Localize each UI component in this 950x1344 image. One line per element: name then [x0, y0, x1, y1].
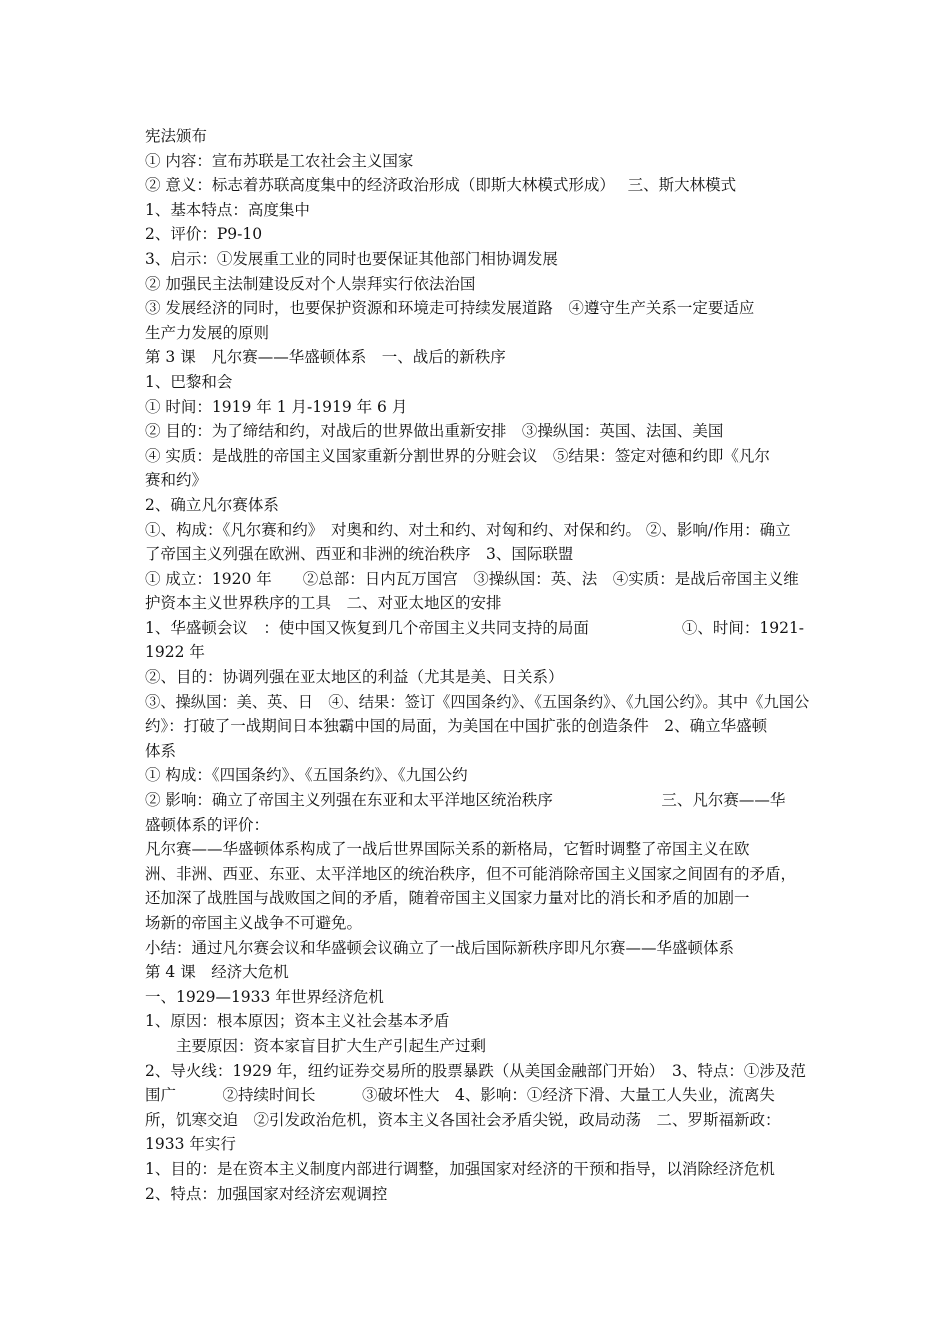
text-line: 1933 年实行: [145, 1135, 236, 1154]
text-line: 主要原因：资本家盲目扩大生产引起生产过剩: [145, 1036, 487, 1055]
text-line: 围广 ②持续时间长 ③破坏性大 4、影响：①经济下滑、大量工人失业，流离失: [145, 1086, 775, 1105]
text-line: 了帝国主义列强在欧洲、西亚和非洲的统治秩序 3、国际联盟: [145, 545, 574, 564]
text-line: ② 意义：标志着苏联高度集中的经济政治形成（即斯大林模式形成） 三、斯大林模式: [145, 176, 737, 195]
text-line: ④ 实质：是战胜的帝国主义国家重新分割世界的分赃会议 ⑤结果：签定对德和约即《凡尔: [145, 446, 770, 465]
text-line: 3、启示：①发展重工业的同时也要保证其他部门相协调发展: [145, 249, 558, 268]
text-line: 护资本主义世界秩序的工具 二、对亚太地区的安排: [145, 594, 502, 613]
text-line: 凡尔赛——华盛顿体系构成了一战后世界国际关系的新格局，它暂时调整了帝国主义在欧: [145, 840, 750, 859]
text-line: 1、巴黎和会: [145, 372, 233, 391]
text-line: 宪法颁布: [145, 127, 208, 145]
text-line: ① 构成：《四国条约》、《五国条约》、《九国公约: [145, 766, 468, 785]
text-line: ① 时间：1919 年 1 月-1919 年 6 月: [145, 397, 408, 416]
text-line: 第 4 课 经济大危机: [145, 963, 289, 982]
text-line: ② 目的：为了缔结和约，对战后的世界做出重新安排 ③操纵国：英国、法国、美国: [145, 422, 724, 441]
text-line: ③、操纵国：美、英、日 ④、结果：签订《四国条约》、《五国条约》、《九国公约》。其中《九国公: [145, 692, 810, 711]
text-line: 所，饥寒交迫 ②引发政治危机，资本主义各国社会矛盾尖锐，政局动荡 二、罗斯福新政：: [145, 1110, 781, 1129]
text-line: 约》：打破了一战期间日本独霸中国的局面，为美国在中国扩张的创造条件 2、确立华盛顿: [145, 717, 768, 736]
text-line: 盛顿体系的评价：: [145, 815, 270, 834]
text-line: 赛和约》: [145, 471, 208, 490]
text-line: 1、华盛顿会议 ：使中国又恢复到几个帝国主义共同支持的局面 ①、时间：1921-: [145, 618, 805, 637]
text-line: ① 成立：1920 年 ②总部：日内瓦万国宫 ③操纵国：英、法 ④实质：是战后帝国主义维: [145, 569, 799, 588]
text-line: 第 3 课 凡尔赛——华盛顿体系 一、战后的新秩序: [145, 348, 506, 367]
text-line: 2、特点：加强国家对经济宏观调控: [145, 1184, 388, 1203]
text-line: ② 加强民主法制建设反对个人崇拜实行依法治国: [145, 274, 476, 293]
text-line: 体系: [145, 741, 177, 760]
text-line: 生产力发展的原则: [145, 323, 270, 342]
text-line: 1、目的：是在资本主义制度内部进行调整，加强国家对经济的干预和指导，以消除经济危机: [145, 1159, 775, 1178]
text-line: ③ 发展经济的同时，也要保护资源和环境走可持续发展道路 ④遵守生产关系一定要适应: [145, 299, 755, 318]
document-body: [145, 124, 809, 1206]
text-line: 2、导火线：1929 年，纽约证券交易所的股票暴跌（从美国金融部门开始） 3、特点：①涉及范: [145, 1061, 806, 1080]
text-line: 1922 年: [145, 643, 205, 662]
text-line: ②、目的：协调列强在亚太地区的利益（尤其是美、日关系）: [145, 668, 564, 687]
text-line: 场新的帝国主义战争不可避免。: [145, 914, 363, 932]
text-line: 1、基本特点：高度集中: [145, 200, 310, 219]
text-line: 一、1929—1933 年世界经济危机: [145, 987, 384, 1006]
text-line: ② 影响：确立了帝国主义列强在东亚和太平洋地区统治秩序 三、凡尔赛——华: [145, 791, 786, 810]
text-line: ①、构成：《凡尔赛和约》 对奥和约、对土和约、对匈和约、对保和约。 ②、影响/作用：确立: [145, 520, 791, 539]
text-line: 还加深了战胜国与战败国之间的矛盾，随着帝国主义国家力量对比的消长和矛盾的加剧一: [145, 889, 750, 908]
text-line: 1、原因：根本原因；资本主义社会基本矛盾: [145, 1012, 450, 1031]
text-line: 2、确立凡尔赛体系: [145, 495, 279, 514]
text-line: 小结：通过凡尔赛会议和华盛顿会议确立了一战后国际新秩序即凡尔赛——华盛顿体系: [145, 938, 735, 957]
text-line: 洲、非洲、西亚、东亚、太平洋地区的统治秩序，但不可能消除帝国主义国家之间固有的矛盾，: [145, 864, 797, 883]
text-line: 2、评价：P9-10: [145, 225, 263, 244]
text-line: ① 内容：宣布苏联是工农社会主义国家: [145, 151, 414, 170]
